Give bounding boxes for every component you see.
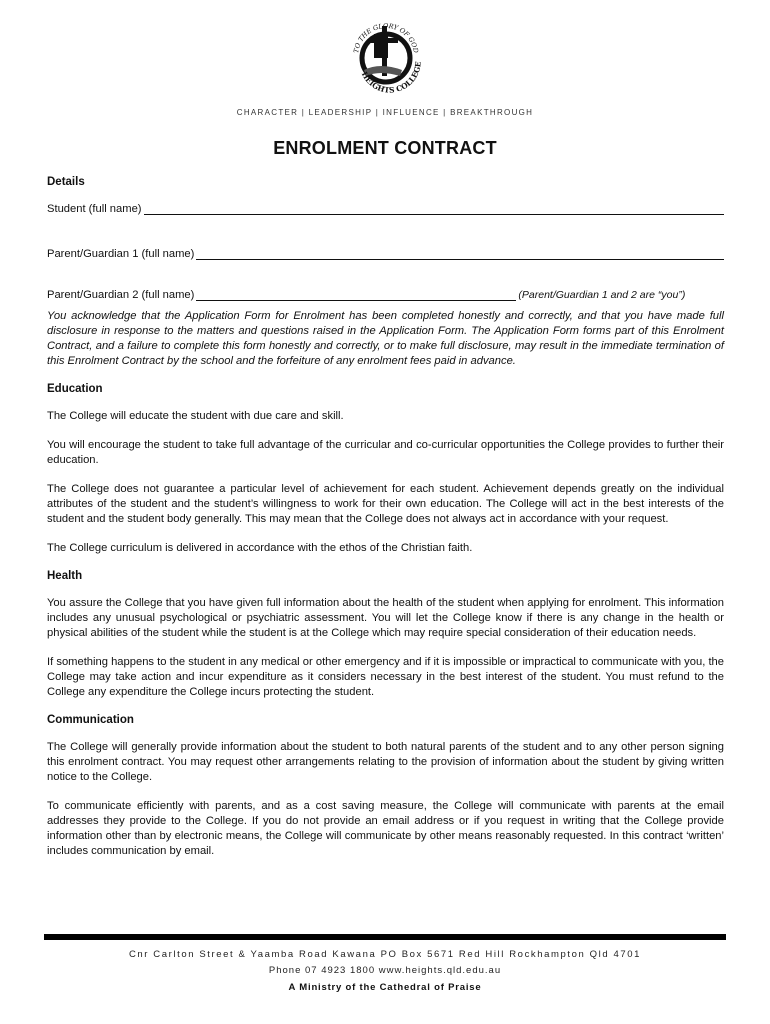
parent2-name-label: Parent/Guardian 2 (full name): [47, 289, 195, 301]
parent1-name-field-row: [47, 247, 724, 260]
parent2-note: (Parent/Guardian 1 and 2 are “you”): [518, 289, 686, 301]
student-name-label: Student (full name): [47, 203, 142, 215]
education-paragraph-2: You will encourage the student to take full advantage of the curricular and co-curricular opportunities the College provides to further their education.: [47, 439, 724, 466]
communication-paragraph-2: To communicate efficiently with parents, and as a cost saving measure, the College will communicate with parents at the email addresses they provide to the College. If you do not provide an email address or if you request in writing that the College provide information other than by electronic means, the College will communicate by other means reasonably requested. In this contract ‘written’ includes communication by email.: [47, 800, 724, 857]
communication-heading: Communication: [47, 714, 134, 726]
footer-contact: Phone 07 4923 1800 www.heights.qld.edu.au: [268, 965, 502, 976]
health-heading: Health: [47, 570, 83, 582]
health-paragraph-2: If something happens to the student in any medical or other emergency and if it is impossible or impractical to communicate with you, the College may take action and incur expenditure as it considers necessary in the best interest of the student. You must refund to the College any expenditure the College incurs protecting the student.: [47, 656, 724, 698]
logo-cross-horizontal: [370, 38, 398, 43]
contract-body: [47, 176, 724, 859]
logo-text-top: TO THE GLORY OF GOD: [352, 21, 420, 54]
health-paragraph-1: You assure the College that you have given full information about the health of the student when applying for enrolment. This information includes any unusual psychological or psychiatric assessment. You will let the College know if there is any change in the health or physical abilities of the student while the student is at the College which may require special consideration of their education needs.: [47, 597, 724, 639]
education-heading: Education: [47, 383, 103, 395]
logo-text-bottom: HEIGHTS COLLEGE: [359, 61, 423, 95]
footer-address: Cnr Carlton Street & Yaamba Road Kawana PO Box 5671 Red Hill Rockhampton Qld 4701: [128, 949, 642, 960]
footer-ministry: A Ministry of the Cathedral of Praise: [288, 982, 482, 993]
parent1-name-line[interactable]: [196, 247, 724, 260]
college-logo: [340, 12, 432, 104]
education-paragraph-3: The College does not guarantee a particular level of achievement for each student. Achievement depends greatly on the individual attributes of the student and the student’s willingness to work for their own education. The College will act in the best interests of the student and the student body generally. This may mean that the College does not always act in accordance with your request.: [47, 483, 724, 525]
acknowledgement-paragraph: You acknowledge that the Application Form for Enrolment has been completed honestly and correctly, and that you have made full disclosure in response to the matters and questions raised in the Application Form. The Application Form forms part of this Enrolment Contract, and a failure to complete this form honestly and correctly, or to make full disclosure, may result in the immediate termination of this Enrolment Contract by the school and the forfeiture of any enrolment fees paid in advance.: [47, 310, 724, 367]
details-heading: Details: [47, 176, 85, 188]
education-paragraph-4: The College curriculum is delivered in accordance with the ethos of the Christian faith.: [47, 542, 473, 554]
tagline: CHARACTER | LEADERSHIP | INFLUENCE | BREAKTHROUGH: [236, 108, 534, 117]
parent1-name-label: Parent/Guardian 1 (full name): [47, 248, 195, 260]
communication-paragraph-1: The College will generally provide information about the student to both natural parents of the student and to any other person signing this enrolment contract. You may request other arrangements relating to the provision of information about the student by giving written notice to the College.: [47, 741, 724, 783]
page-title: ENROLMENT CONTRACT: [273, 138, 497, 158]
footer-divider: [44, 934, 726, 940]
parent2-name-field-row: [47, 288, 724, 301]
student-name-field-row: [47, 202, 724, 215]
student-name-line[interactable]: [144, 202, 724, 215]
education-paragraph-1: The College will educate the student with due care and skill.: [47, 410, 344, 422]
parent2-name-line[interactable]: [196, 288, 516, 301]
